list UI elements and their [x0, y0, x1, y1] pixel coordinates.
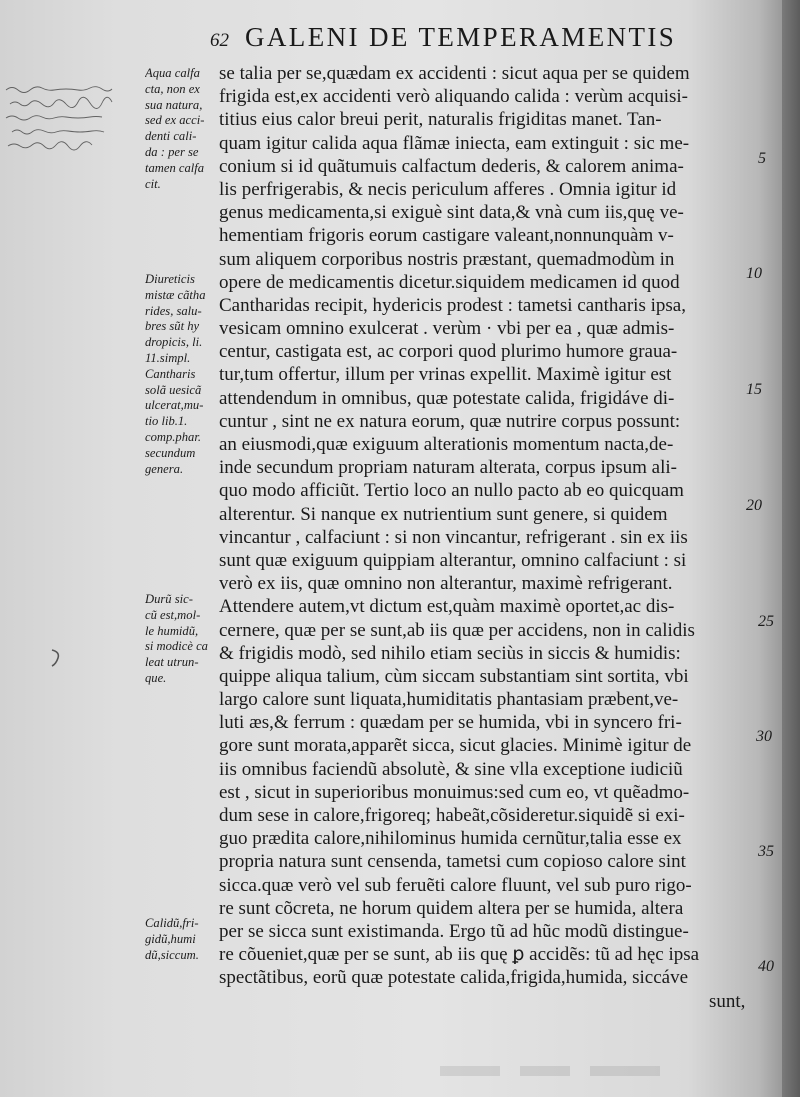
page-number: 62: [210, 30, 229, 51]
line-number: 30: [756, 728, 772, 745]
margin-note-line: Durũ sic-: [145, 592, 193, 606]
text-line: tur,tum offertur, illum per vrinas expellit. Maximè igitur est: [219, 364, 672, 386]
margin-note-line: cit.: [145, 176, 161, 191]
text-line: vesicam omnino exulcerat . verùm · vbi per ea , quæ admis-: [219, 318, 675, 340]
text-line: & frigidis modò, sed nihilo etiam seciùs in siccis & humidis:: [219, 642, 681, 664]
binding-shadow: [782, 0, 800, 1097]
margin-note-line: sed ex acci-: [145, 113, 205, 128]
running-title: GALENI DE TEMPERAMENTIS: [245, 22, 677, 52]
text-line: genus medicamenta,si exiguè sint data,& vnà cum iis,quę ve-: [219, 202, 684, 224]
margin-note-line: bres sũt hy: [145, 319, 200, 334]
line-number: 20: [746, 497, 762, 514]
text-line: vincantur , calfaciunt : si non vincantur, refrigerant . sin ex iis: [219, 526, 688, 548]
margin-note-line: ulcerat,mu-: [145, 398, 204, 413]
text-line: guo prædita calore,nihilominus humida cernũtur,talia esse ex: [219, 828, 682, 850]
text-line: gore sunt morata,apparẽt sicca, sicut glacies. Minimè igitur de: [219, 735, 692, 757]
text-line: quippe aliqua talium, cùm siccam substantiam sint sortita, vbi: [219, 665, 689, 687]
line-number: 35: [758, 843, 774, 860]
text-line: quo modo afficiũt. Tertio loco an nullo pacto ab eo quicquam: [219, 480, 684, 502]
text-line: Attendere autem,vt dictum est,quàm maximè oportet,ac dis-: [219, 596, 675, 618]
text-line: lis perfrigerabis, & necis periculum afferes . Omnia igitur id: [219, 178, 677, 200]
margin-note-line: comp.phar.: [145, 429, 201, 444]
margin-note-line: 11.simpl.: [145, 350, 191, 365]
text-line: largo calore sunt liquata,humiditatis phantasiam præbent,ve-: [219, 689, 679, 711]
text-line: opere de medicamentis dicetur.siquidem medicamen id quod: [219, 271, 680, 293]
text-line: alterentur. Si nanque ex nutrientium sunt genere, si quidem: [219, 503, 668, 525]
margin-note-line: da : per se: [145, 144, 199, 159]
text-line: Cantharidas recipit, hydericis prodest : tametsi cantharis ipsa,: [219, 294, 686, 316]
text-line: iis omnibus faciendũ absolutè, & sine vlla exceptione iudiciũ: [219, 758, 683, 780]
margin-note-line: que.: [145, 670, 167, 685]
line-number: 25: [758, 613, 774, 630]
margin-note-line: Aqua calfa: [145, 66, 200, 80]
text-line: sum aliquem corporibus nostris præstant, quemadmodùm in: [219, 248, 675, 270]
show-through-ghost: [440, 1058, 680, 1088]
margin-note-line: solã uesicã: [145, 382, 202, 397]
margin-note-line: tamen calfa: [145, 160, 205, 175]
margin-note-line: le humidũ,: [145, 623, 199, 638]
margin-note-line: secundum: [145, 445, 196, 460]
line-number: 5: [758, 150, 766, 167]
margin-note-line: tio lib.1.: [145, 414, 188, 429]
text-line: inde secundum propriam naturam alterata, corpus ipsum ali-: [219, 457, 677, 479]
margin-note-line: Calidũ,fri-: [145, 916, 199, 930]
text-line: spectãtibus, eorũ quæ potestate calida,frigida,humida, siccáve: [219, 967, 689, 989]
text-line: cernere, quæ per se sunt,ab iis quæ per accidens, non in calidis: [219, 619, 695, 641]
text-line: se talia per se,quædam ex accidenti : sicut aqua per se quidem: [219, 63, 690, 84]
text-line: per se sicca sunt existimanda. Ergo tũ ad hũc modũ distingue-: [219, 920, 689, 942]
text-line: est , sicut in superioribus monuimus:sed cum eo, vt quẽadmo-: [219, 781, 690, 803]
margin-note-line: denti cali-: [145, 129, 197, 144]
text-line: centur, castigata est, ac corpori quod plurimo humore grauа-: [219, 341, 678, 363]
margin-note-line: sua natura,: [145, 97, 203, 112]
text-line: sicca.quæ verò vel sub feruẽti calore fluunt, vel sub puro rigo-: [219, 874, 692, 896]
ink-stain: [48, 648, 64, 668]
text-line: cuntur , sint ne ex natura eorum, quæ nutrire corpus possunt:: [219, 410, 681, 432]
text-line: luti æs,& ferrum : quædam per se humida, vbi in syncero fri-: [219, 712, 682, 734]
text-line: sunt,: [709, 990, 746, 1012]
margin-note-line: rides, salu-: [145, 303, 202, 318]
margin-note-line: mistæ cãtha: [145, 287, 206, 302]
margin-note-line: cũ est,mol-: [145, 607, 201, 622]
margin-note-line: genera.: [145, 461, 184, 476]
text-line: propria natura sunt censenda, tametsi cum copioso calore sint: [219, 851, 686, 873]
text-line: conium si id quãtumuis calfactum dederis, & calorem anima-: [219, 155, 684, 177]
text-line: frigida est,ex accidenti verò aliquando calida : verùm acquisi-: [219, 86, 689, 108]
line-number: 40: [758, 958, 774, 975]
margin-note-line: Diureticis: [145, 272, 195, 286]
margin-note-line: leat utrun-: [145, 655, 199, 670]
margin-note-line: dũ,siccum.: [145, 947, 199, 962]
line-number: 10: [746, 265, 762, 282]
text-line: attendendum in omnibus, quæ potestate calida, frigidáve di-: [219, 387, 675, 409]
text-line: re sunt cõcreta, ne horum quidem altera per se humida, altera: [219, 897, 684, 919]
text-line: quam igitur calida aqua flãmæ iniecta, eam extinguit : sic me-: [219, 132, 690, 154]
margin-note-line: dropicis, li.: [145, 335, 203, 350]
margin-note-line: Cantharis: [145, 366, 196, 381]
margin-note-line: cta, non ex: [145, 81, 200, 96]
text-line: an eiusmodi,quæ exiguum alterationis momentum nacta,de-: [219, 434, 674, 455]
margin-note-line: si modicè ca: [145, 639, 208, 654]
line-number: 15: [746, 381, 762, 398]
handwritten-marginalia: [4, 78, 138, 160]
text-line: hementiam frigoris eorum castigare valeant,nonnunquàm v-: [219, 225, 674, 247]
running-header: [210, 22, 770, 56]
text-line: titius eius calor breui perit, naturalis frigiditas manet. Tan-: [219, 109, 662, 131]
main-text-block: [219, 62, 779, 1013]
text-line: dum sese in calore,frigoreq; habeãt,cõsideretur.siquidẽ si exi-: [219, 805, 685, 826]
text-line: sunt quæ exiguum quippiam alterantur, omnino calfaciunt : si: [219, 549, 687, 571]
text-line: verò ex iis, quæ omnino non alterantur, maximè refrigerant.: [219, 573, 673, 595]
margin-note-line: gidũ,humi: [145, 931, 196, 946]
text-line: re cõueniet,quæ per se sunt, ab iis quę ꝑ accidẽs: tũ ad hęc ipsa: [219, 944, 700, 966]
